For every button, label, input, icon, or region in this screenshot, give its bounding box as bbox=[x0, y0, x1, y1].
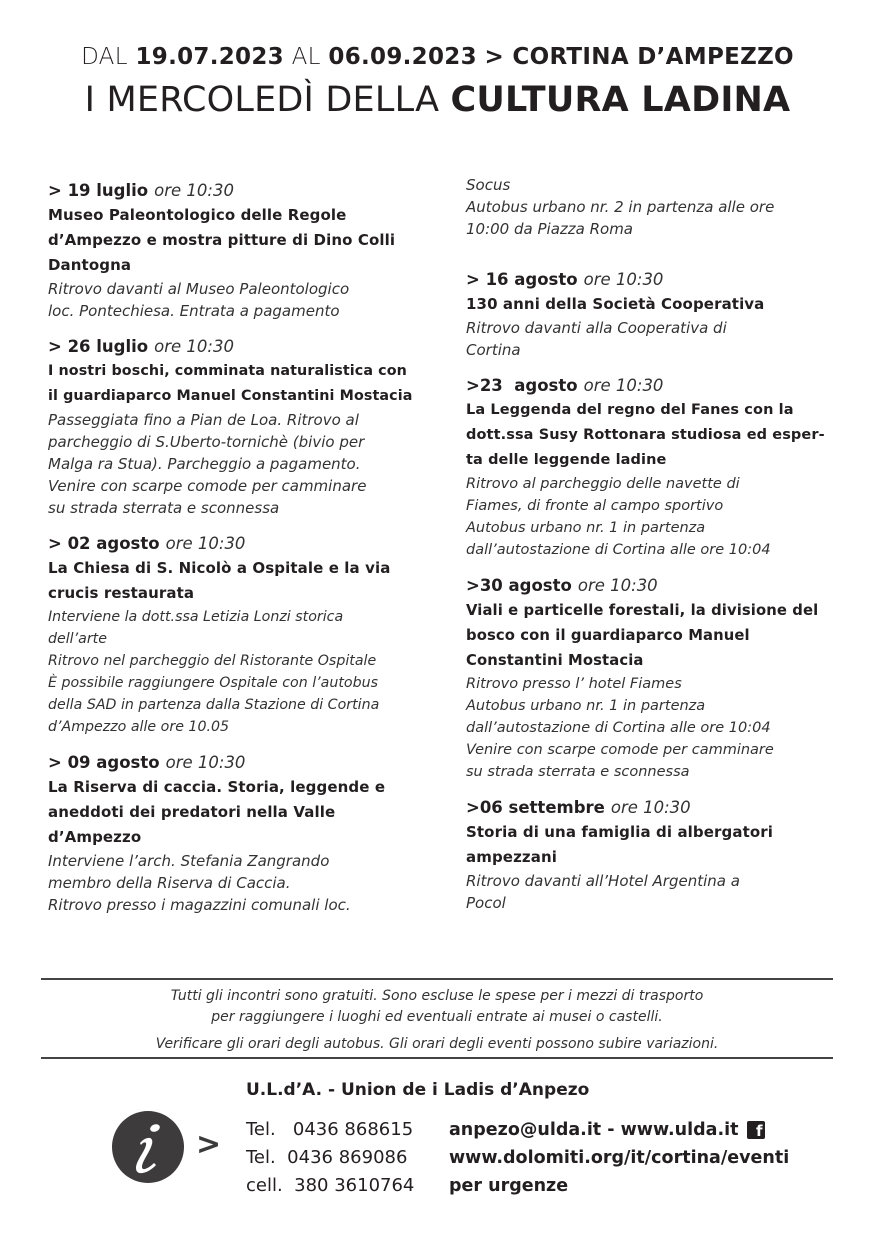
event-item bbox=[466, 795, 838, 914]
event-item bbox=[466, 573, 838, 783]
event-time: ore 10:30 bbox=[154, 337, 234, 356]
phone-number: cell. 380 3610764 bbox=[246, 1175, 415, 1196]
desc-line: Passeggiata fino a Pian de Loa. Ritrovo al bbox=[48, 411, 359, 429]
desc-line: Fiames, di fronte al campo sportivo bbox=[466, 498, 724, 514]
desc-line: Ritrovo davanti al Museo Paleontologico bbox=[48, 280, 350, 298]
event-title: Storia di una famiglia di albergatori ampezzani bbox=[466, 823, 773, 866]
event-continuation bbox=[466, 174, 838, 240]
event-title: La Leggenda del regno del Fanes con la dott.ssa Susy Rottonara studiosa ed esper-ta delle leggende ladine bbox=[466, 402, 825, 468]
desc-line: Autobus urbano nr. 1 in partenza bbox=[466, 520, 706, 536]
desc-line: Ritrovo al parcheggio delle navette di bbox=[466, 476, 740, 492]
desc-line: Ritrovo presso l’ hotel Fiames bbox=[466, 676, 682, 692]
desc-line: della SAD in partenza dalla Stazione di Cortina bbox=[48, 697, 380, 713]
event-item bbox=[48, 750, 420, 916]
event-description bbox=[466, 473, 838, 561]
event-item bbox=[48, 334, 420, 519]
event-date: > 09 agosto bbox=[48, 753, 160, 772]
desc-line: Cortina bbox=[466, 341, 521, 359]
start-date: 19.07.2023 bbox=[135, 44, 284, 70]
desc-line: Interviene l’arch. Stefania Zangrando bbox=[48, 852, 330, 870]
event-description bbox=[48, 409, 420, 519]
event-title: Museo Paleontologico delle Regole d’Ampezzo e mostra pitture di Dino Colli Dantogna bbox=[48, 206, 396, 274]
event-time: ore 10:30 bbox=[165, 753, 246, 772]
notes bbox=[41, 986, 833, 1055]
desc-line: Malga ra Stua). Parcheggio a pagamento. bbox=[48, 455, 361, 473]
events-right-column bbox=[466, 174, 838, 926]
facebook-icon[interactable]: f bbox=[747, 1121, 765, 1139]
desc-line: Autobus urbano nr. 2 in partenza alle ore bbox=[466, 198, 775, 216]
event-description bbox=[466, 317, 838, 361]
contact-row bbox=[246, 1172, 789, 1200]
desc-line: parcheggio di S.Uberto-tornichè (bivio per bbox=[48, 433, 365, 451]
desc-line: loc. Pontechiesa. Entrata a pagamento bbox=[48, 302, 340, 320]
contact-row bbox=[246, 1116, 789, 1144]
note-line: per raggiungere i luoghi ed eventuali entrate ai musei o castelli. bbox=[211, 1009, 663, 1025]
desc-line: Ritrovo davanti all’Hotel Argentina a bbox=[466, 872, 740, 890]
title-bold: CULTURA LADINA bbox=[450, 80, 791, 120]
desc-line: Socus bbox=[466, 176, 511, 194]
contacts bbox=[246, 1116, 789, 1200]
desc-line: d’Ampezzo alle ore 10.05 bbox=[48, 719, 230, 735]
desc-line: Ritrovo nel parcheggio del Ristorante Ospitale bbox=[48, 653, 377, 669]
event-time: ore 10:30 bbox=[583, 270, 664, 289]
divider-bottom bbox=[41, 1057, 833, 1059]
event-item bbox=[48, 178, 420, 322]
events-left-column bbox=[48, 178, 420, 928]
chevron-right-icon: > bbox=[196, 1127, 222, 1162]
note-line: Tutti gli incontri sono gratuiti. Sono escluse le spese per i mezzi di trasporto bbox=[170, 988, 704, 1004]
page-title bbox=[0, 80, 875, 120]
desc-line: Ritrovo davanti alla Cooperativa di bbox=[466, 319, 727, 337]
event-description bbox=[48, 606, 420, 738]
desc-line: Venire con scarpe comode per camminare bbox=[48, 477, 367, 495]
event-title: I nostri boschi, comminata naturalistica con il guardiaparco Manuel Constantini Mostacia bbox=[48, 363, 413, 404]
event-title: La Chiesa di S. Nicolò a Ospitale e la via crucis restaurata bbox=[48, 559, 391, 602]
event-time: ore 10:30 bbox=[583, 376, 664, 395]
event-date: > 02 agosto bbox=[48, 534, 160, 553]
event-description bbox=[466, 673, 838, 783]
note-line: Verificare gli orari degli autobus. Gli orari degli eventi possono subire variazioni. bbox=[155, 1036, 719, 1052]
event-date: >23 agosto bbox=[466, 376, 578, 395]
event-date: > 16 agosto bbox=[466, 270, 578, 289]
desc-line: Pocol bbox=[466, 894, 506, 912]
desc-line: dall’autostazione di Cortina alle ore 10:04 bbox=[466, 720, 771, 736]
dal-label: DAL bbox=[81, 44, 128, 70]
desc-line: Venire con scarpe comode per camminare bbox=[466, 742, 774, 758]
info-icon bbox=[112, 1111, 184, 1183]
desc-line: su strada sterrata e sconnessa bbox=[466, 764, 690, 780]
event-date: >06 settembre bbox=[466, 798, 605, 817]
event-description bbox=[466, 870, 838, 914]
event-description bbox=[48, 278, 420, 322]
event-time: ore 10:30 bbox=[165, 534, 246, 553]
event-item bbox=[466, 267, 838, 361]
desc-line: Ritrovo presso i magazzini comunali loc. bbox=[48, 896, 351, 914]
phone-number: Tel. 0436 869086 bbox=[246, 1147, 408, 1168]
desc-line: dall’autostazione di Cortina alle ore 10:04 bbox=[466, 542, 771, 558]
email-website[interactable] bbox=[449, 1116, 765, 1144]
end-date: 06.09.2023 bbox=[328, 44, 477, 70]
date-range-header bbox=[0, 44, 875, 70]
event-title: 130 anni della Società Cooperativa bbox=[466, 295, 765, 313]
organization-name: U.L.d’A. - Union de i Ladis d’Anpezo bbox=[246, 1080, 590, 1100]
events-website[interactable]: www.dolomiti.org/it/cortina/eventi bbox=[449, 1148, 790, 1168]
event-time: ore 10:30 bbox=[577, 576, 658, 595]
event-title: Viali e particelle forestali, la divisione del bosco con il guardiaparco Manuel Constantini Mostacia bbox=[466, 602, 819, 669]
place: > CORTINA D’AMPEZZO bbox=[484, 44, 794, 70]
desc-line: 10:00 da Piazza Roma bbox=[466, 220, 633, 238]
divider-top bbox=[41, 978, 833, 980]
event-item bbox=[48, 531, 420, 738]
desc-line: È possibile raggiungere Ospitale con l’autobus bbox=[48, 675, 378, 691]
email-website-text[interactable]: anpezo@ulda.it - www.ulda.it bbox=[449, 1120, 739, 1140]
event-time: ore 10:30 bbox=[610, 798, 691, 817]
desc-line: Autobus urbano nr. 1 in partenza bbox=[466, 698, 706, 714]
al-label: AL bbox=[291, 44, 321, 70]
desc-line: membro della Riserva di Caccia. bbox=[48, 874, 291, 892]
desc-line: dell’arte bbox=[48, 631, 107, 647]
event-date: > 19 luglio bbox=[48, 181, 149, 200]
phone-number: Tel. 0436 868615 bbox=[246, 1119, 414, 1140]
desc-line: su strada sterrata e sconnessa bbox=[48, 499, 280, 517]
event-time: ore 10:30 bbox=[154, 181, 234, 200]
desc-line: Interviene la dott.ssa Letizia Lonzi storica bbox=[48, 609, 344, 625]
event-title: La Riserva di caccia. Storia, leggende e aneddoti dei predatori nella Valle d’Ampezzo bbox=[48, 778, 386, 846]
contact-row bbox=[246, 1144, 789, 1172]
event-date: > 26 luglio bbox=[48, 337, 149, 356]
event-date: >30 agosto bbox=[466, 576, 572, 595]
event-description bbox=[48, 850, 420, 916]
title-light: I MERCOLEDÌ DELLA bbox=[84, 80, 440, 120]
event-item bbox=[466, 373, 838, 561]
urgent-note: per urgenze bbox=[449, 1176, 569, 1196]
